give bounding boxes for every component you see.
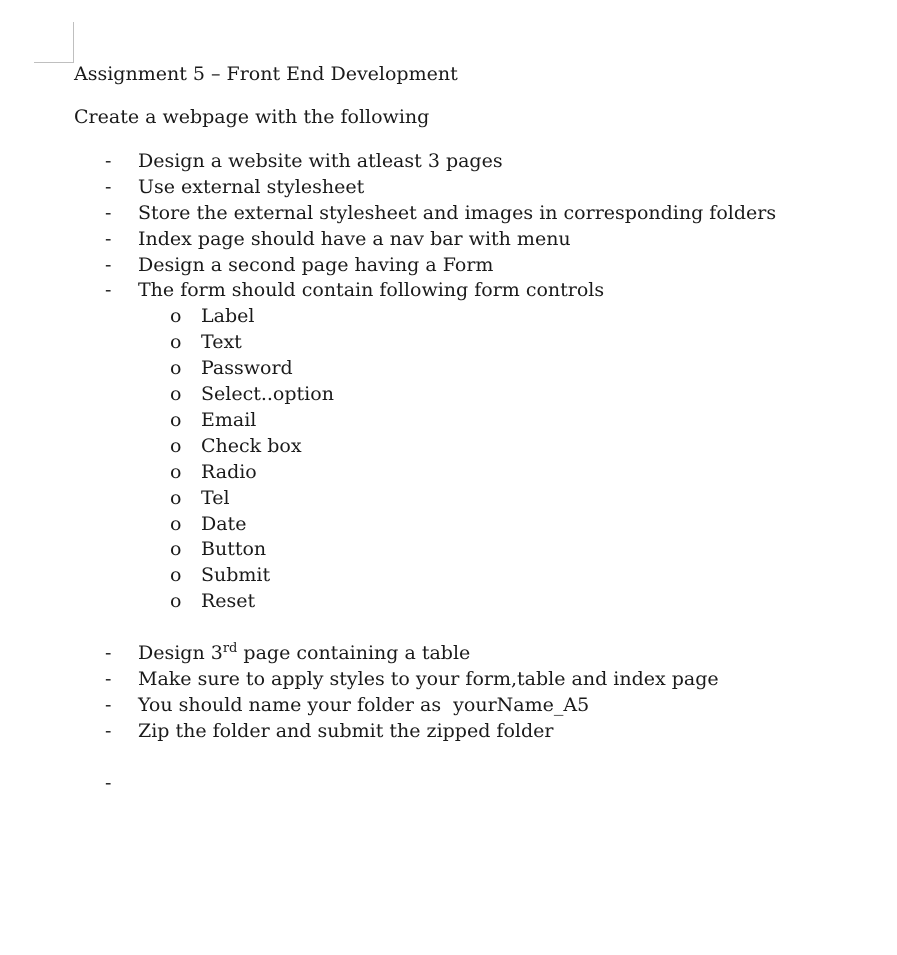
document-title: Assignment 5 – Front End Development [74, 63, 458, 85]
bullet-dash: - [105, 642, 112, 664]
sub-bullet-marker: o [170, 538, 182, 560]
sub-bullet-marker: o [170, 383, 182, 405]
sub-bullet-text: Text [201, 331, 242, 353]
sub-bullet-marker: o [170, 513, 182, 535]
bullet-text: The form should contain following form controls [138, 279, 605, 301]
margin-corner-mark-vertical [73, 22, 74, 63]
bullet-dash: - [105, 772, 112, 794]
bullet-dash: - [105, 254, 112, 276]
sub-bullet-marker: o [170, 564, 182, 586]
bullet-dash: - [105, 150, 112, 172]
bullet-text: Store the external stylesheet and images in corresponding folders [138, 202, 777, 224]
sub-bullet-marker: o [170, 409, 182, 431]
sub-bullet-marker: o [170, 590, 182, 612]
intro-text: Create a webpage with the following [74, 106, 430, 128]
bullet-dash: - [105, 694, 112, 716]
sub-bullet-text: Check box [201, 435, 302, 457]
bullet-text: Make sure to apply styles to your form,table and index page [138, 668, 719, 690]
sub-bullet-text: Radio [201, 461, 257, 483]
third-page-suffix: page containing a table [237, 642, 471, 664]
sub-bullet-text: Button [201, 538, 267, 560]
third-page-prefix: Design 3 [138, 642, 223, 664]
sub-bullet-marker: o [170, 305, 182, 327]
sub-bullet-text: Reset [201, 590, 256, 612]
sub-bullet-text: Tel [201, 487, 230, 509]
sub-bullet-marker: o [170, 487, 182, 509]
bullet-text: You should name your folder as yourName_A5 [138, 694, 590, 716]
bullet-text: Design a website with atleast 3 pages [138, 150, 503, 172]
bullet-text: Index page should have a nav bar with menu [138, 228, 571, 250]
sub-bullet-text: Submit [201, 564, 271, 586]
sub-bullet-marker: o [170, 331, 182, 353]
bullet-dash: - [105, 228, 112, 250]
bullet-text [138, 641, 470, 665]
bullet-dash: - [105, 668, 112, 690]
bullet-dash: - [105, 202, 112, 224]
sub-bullet-text: Date [201, 513, 247, 535]
sub-bullet-text: Email [201, 409, 257, 431]
margin-corner-mark-horizontal [34, 62, 74, 63]
bullet-text: Use external stylesheet [138, 176, 365, 198]
bullet-dash: - [105, 176, 112, 198]
sub-bullet-marker: o [170, 461, 182, 483]
sub-bullet-marker: o [170, 357, 182, 379]
sub-bullet-text: Label [201, 305, 255, 327]
ordinal-superscript: rd [222, 641, 238, 656]
bullet-text: Zip the folder and submit the zipped folder [138, 720, 554, 742]
bullet-dash: - [105, 279, 112, 301]
bullet-text: Design a second page having a Form [138, 254, 494, 276]
sub-bullet-text: Select..option [201, 383, 334, 405]
sub-bullet-text: Password [201, 357, 293, 379]
bullet-dash: - [105, 720, 112, 742]
sub-bullet-marker: o [170, 435, 182, 457]
